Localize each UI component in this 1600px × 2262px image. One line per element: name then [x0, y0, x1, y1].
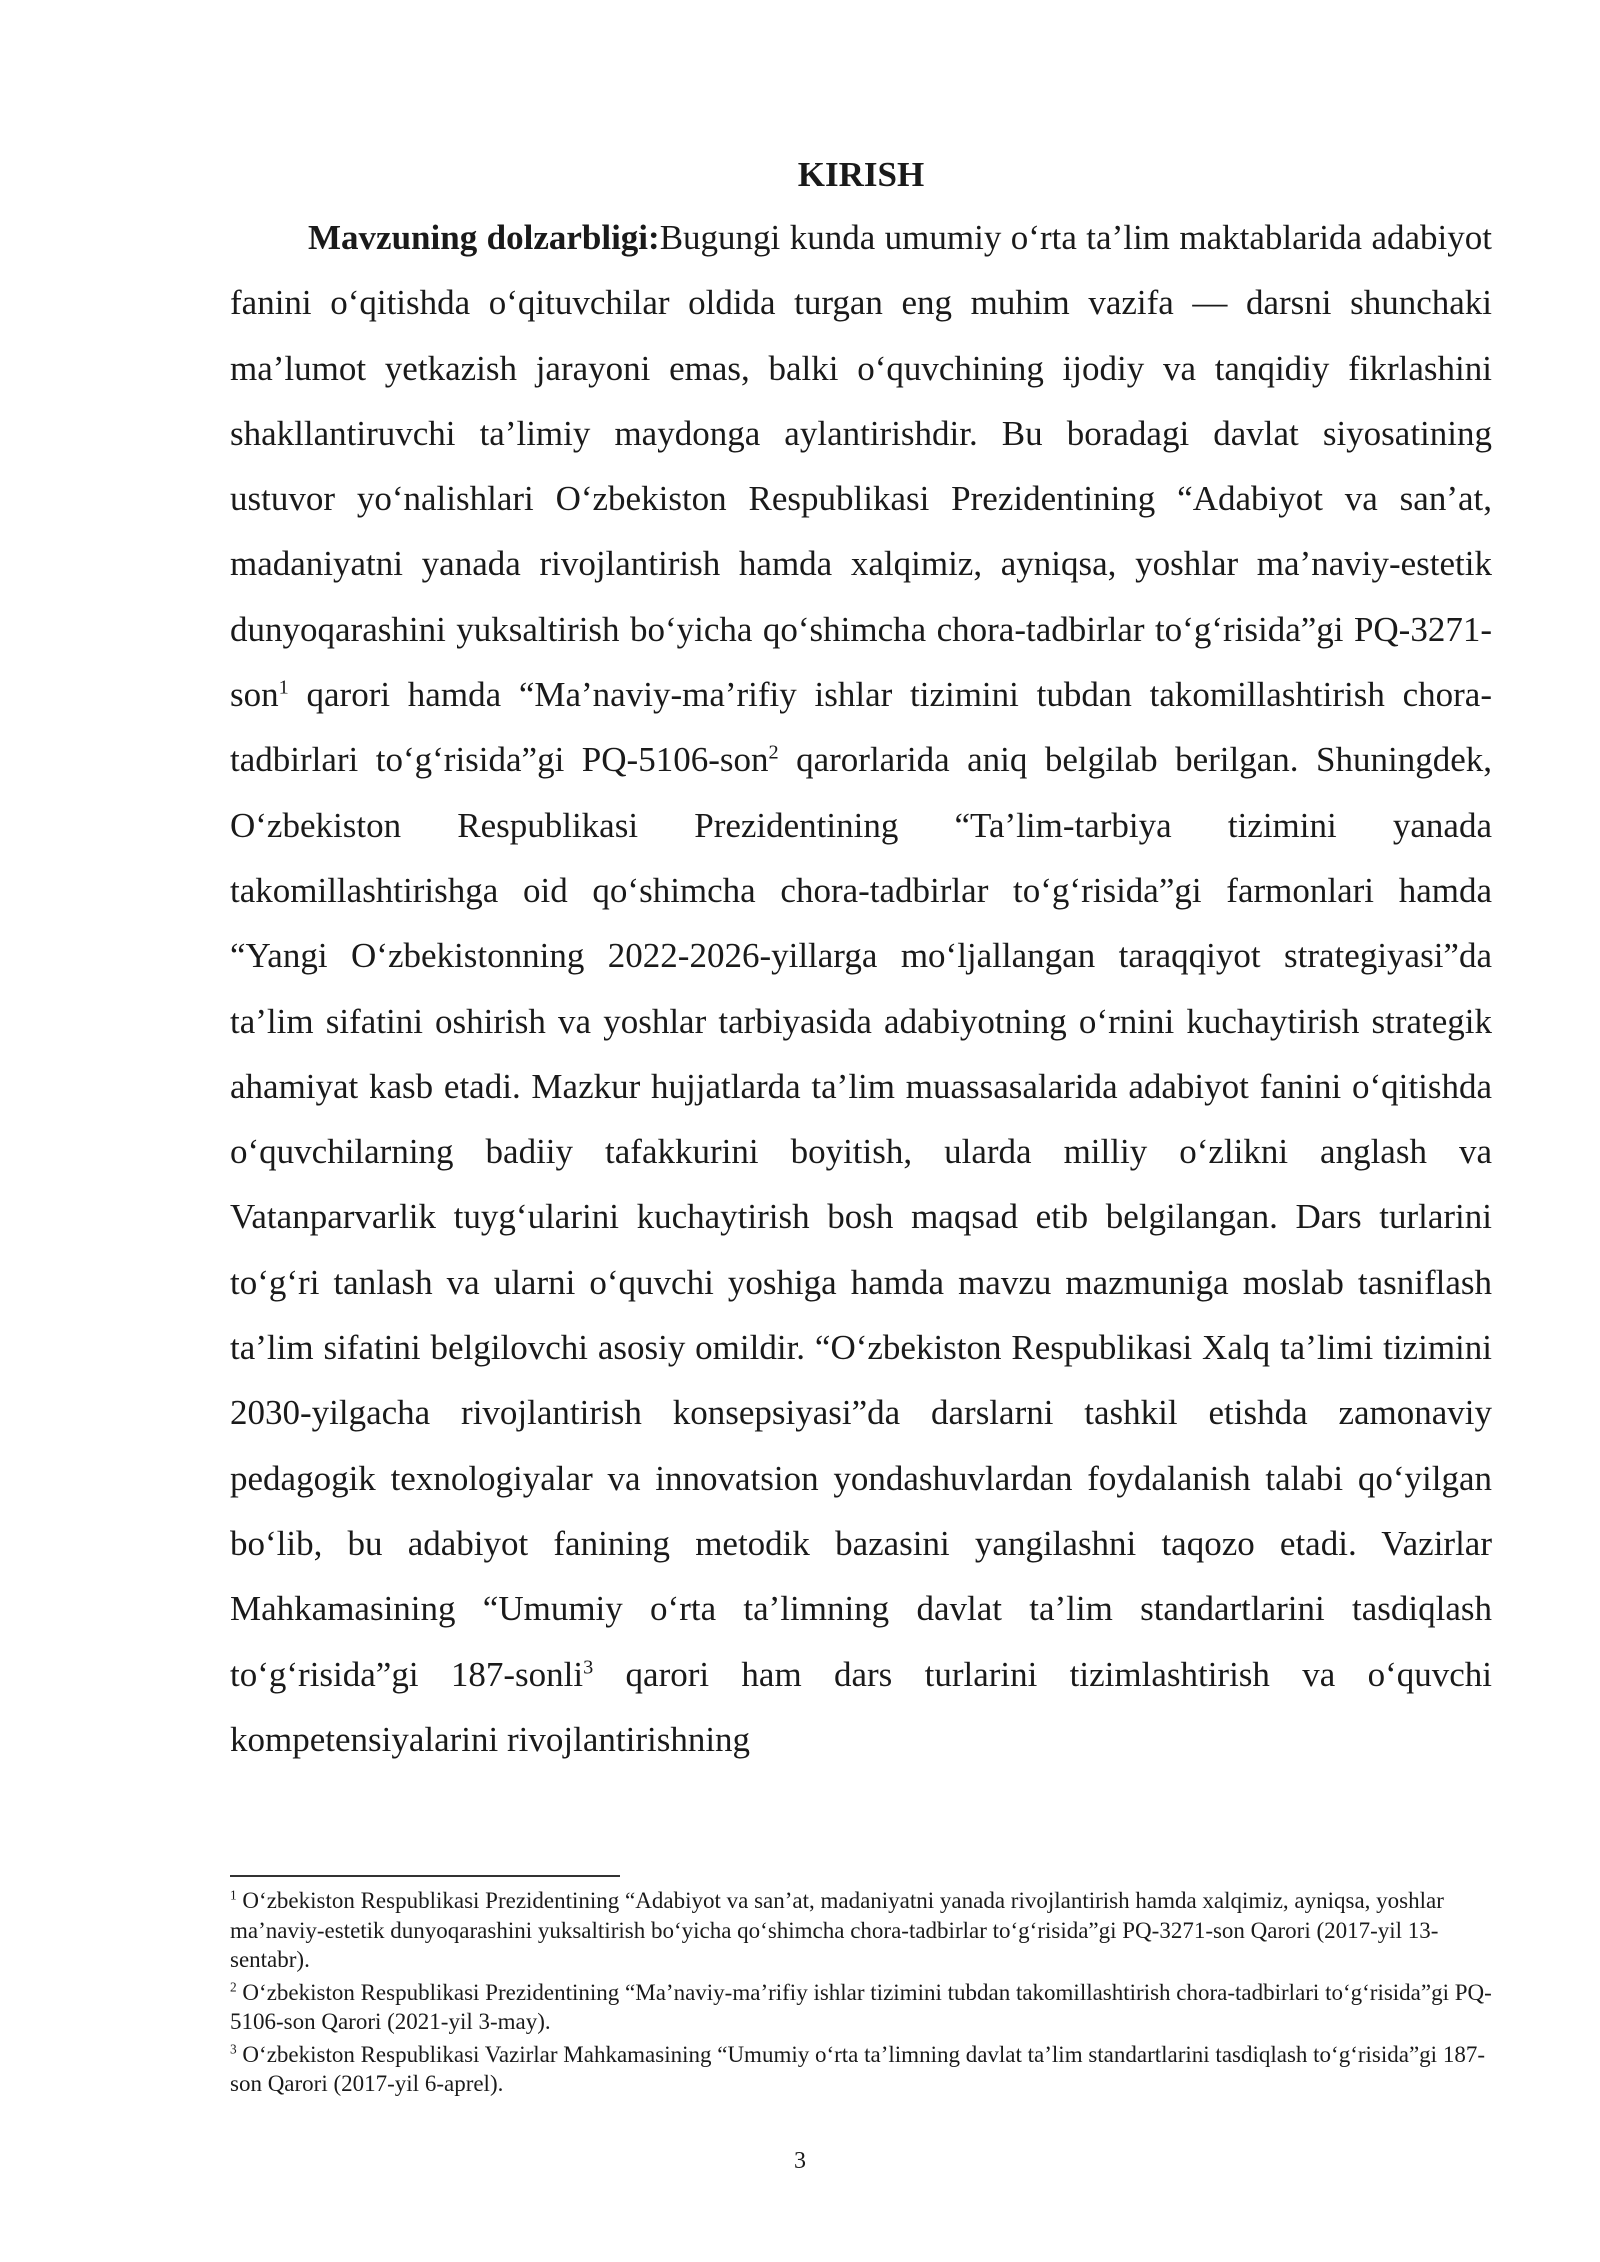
paragraph-text-3: qarorlarida aniq belgilab berilgan. Shuningdek, O‘zbekiston Respublikasi Prezidentining “Ta’lim-tarbiya tizimini yanada takomillashtirishga oid qo‘shimcha chora-tadbirlar to‘g‘risida”gi farmonlari hamda “Yangi O‘zbekistonning 2022-2026-yillarga mo‘ljallangan taraqqiyot strategiyasi”da ta’lim sifatini oshirish va yoshlar tarbiyasida adabiyotning o‘rnini kuchaytirish strategik ahamiyat kasb etadi. Mazkur hujjatlarda ta’lim muassasalarida adabiyot fanini o‘qitishda o‘quvchilarning badiiy tafakkurini boyitish, ularda milliy o‘zlikni anglash va Vatanparvarlik tuyg‘ularini kuchaytirish bosh maqsad etib belgilangan. Dars turlarini to‘g‘ri tanlash va ularni o‘quvchi yoshiga hamda mavzu mazmuniga moslab tasniflash ta’lim sifatini belgilovchi asosiy omildir. “O‘zbekiston Respublikasi Xalq ta’limi tizimini 2030-yilgacha rivojlantirish konsepsiyasi”da darslarni tashkil etishda zamonaviy pedagogik texnologiyalar va innovatsion yondashuvlardan foydalanish talabi qo‘yilgan bo‘lib, bu adabiyot fanining metodik bazasini yangilashni taqozo etadi. Vazirlar Mahkamasining “Umumiy o‘rta ta’limning davlat ta’lim standartlarini tasdiqlash to‘g‘risida”gi 187-sonli — [230, 740, 1492, 1694]
section-heading: KIRISH — [797, 155, 925, 194]
footnote-3 — [230, 2040, 1492, 2099]
footnote-ref-3[interactable]: 3 — [583, 1655, 594, 1678]
footnote-ref-1[interactable]: 1 — [278, 676, 289, 699]
footnote-number-3: 3 — [230, 2040, 237, 2056]
paragraph-text-2: qarori hamda “Ma’naviy-ma’rifiy ishlar tizimini tubdan takomillashtirish chora-tadbirlari to‘g‘risida”gi PQ-5106-son — [230, 675, 1492, 780]
page-number: 3 — [794, 2148, 806, 2174]
footnote-text-1: O‘zbekiston Respublikasi Prezidentining “Adabiyot va san’at, madaniyatni yanada rivojlantirish hamda xalqimiz, ayniqsa, yoshlar ma’naviy-estetik dunyoqarashini yuksaltirish bo‘yicha qo‘shimcha chora-tadbirlar to‘g‘risida”gi PQ-3271-son Qarori (2017-yil 13-sentabr). — [230, 1888, 1444, 1972]
intro-paragraph — [230, 205, 1492, 1772]
footnote-text-2: O‘zbekiston Respublikasi Prezidentining “Ma’naviy-ma’rifiy ishlar tizimini tubdan takomillashtirish chora-tadbirlari to‘g‘risida”gi PQ-5106-son Qarori (2021-yil 3-may). — [230, 1979, 1492, 2034]
paragraph-text-4: qarori ham dars turlarini tizimlashtirish va o‘quvchi kompetensiyalarini rivojlantirishning — [230, 1654, 1492, 1759]
topicality-lead: Mavzuning dolzarbligi: — [308, 218, 660, 257]
footnotes-section — [230, 1886, 1492, 2102]
footnote-separator — [230, 1875, 620, 1877]
footnote-ref-2[interactable]: 2 — [768, 741, 779, 764]
paragraph-text-1: Bugungi kunda umumiy o‘rta ta’lim maktablarida adabiyot fanini o‘qitishda o‘qituvchilar oldida turgan eng muhim vazifa — darsni shunchaki ma’lumot yetkazish jarayoni emas, balki o‘quvchining ijodiy va tanqidiy fikrlashini shakllantiruvchi ta’limiy maydonga aylantirishdir. Bu boradagi davlat siyosatining ustuvor yo‘nalishlari O‘zbekiston Respublikasi Prezidentining “Adabiyot va san’at, madaniyatni yanada rivojlantirish hamda xalqimiz, ayniqsa, yoshlar ma’naviy-estetik dunyoqarashini yuksaltirish bo‘yicha qo‘shimcha chora-tadbirlar to‘g‘risida”gi PQ-3271-son — [230, 218, 1492, 715]
footnote-2 — [230, 1978, 1492, 2037]
footnote-text-3: O‘zbekiston Respublikasi Vazirlar Mahkamasining “Umumiy o‘rta ta’limning davlat ta’lim standartlarini tasdiqlash to‘g‘risida”gi 187-son Qarori (2017-yil 6-aprel). — [230, 2041, 1485, 2096]
footnote-number-1: 1 — [230, 1887, 237, 1903]
footnote-number-2: 2 — [230, 1978, 237, 1994]
footnote-1 — [230, 1886, 1492, 1975]
